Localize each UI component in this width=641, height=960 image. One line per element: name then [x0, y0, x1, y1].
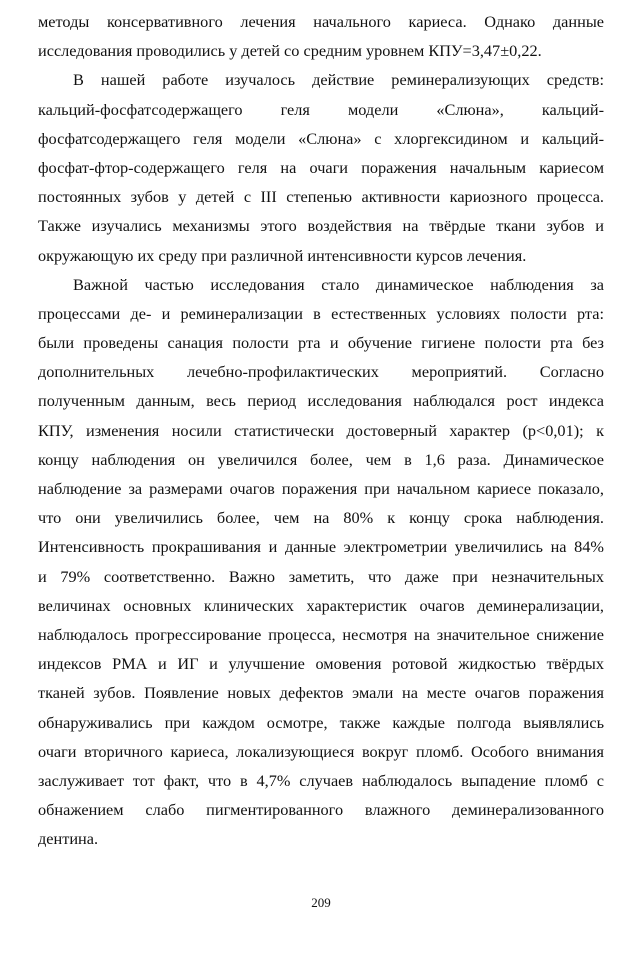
text-line: индексов РМА и ИГ и улучшение омовения ротовой жидкостью твёрдых — [38, 654, 604, 674]
text-line: фосфат-фтор-содержащего геля на очаги поражения начальным кариесом — [38, 157, 604, 177]
text-line: очаги вторичного кариеса, локализующиеся вокруг пломб. Особого внимания — [38, 741, 604, 761]
text-line: наблюдение за размерами очагов поражения при начальном кариесе показало, — [38, 479, 604, 498]
paragraph-2 — [38, 65, 604, 269]
text-line: Интенсивность прокрашивания и данные электрометрии увеличились на 84% — [38, 537, 604, 557]
page-number: 209 — [311, 895, 331, 910]
text-line: полученным данным, весь период исследования наблюдался рост индекса — [38, 391, 604, 411]
text-line: В нашей работе изучалось действие реминерализующих средств: — [73, 70, 604, 90]
text-line: и 79% соответственно. Важно заметить, что даже при незначительных — [38, 566, 604, 586]
text-line: методы консервативного лечения начального кариеса. Однако данные — [38, 12, 604, 31]
text-line: постоянных зубов у детей с III степенью активности кариозного процесса. — [38, 187, 604, 207]
text-line: кальций-фосфатсодержащего геля модели «Слюна», кальций- — [38, 99, 604, 119]
text-line: концу наблюдения он увеличился более, чем в 1,6 раза. Динамическое — [38, 449, 604, 469]
paragraph-1 — [38, 7, 604, 65]
text-line: дентина. — [38, 829, 99, 849]
text-line: Также изучались механизмы этого воздействия на твёрдые ткани зубов и — [38, 216, 604, 236]
text-line: что они увеличились более, чем на 80% к концу срока наблюдения. — [38, 508, 604, 528]
text-line: процессами де- и реминерализации в естественных условиях полости рта: — [38, 303, 604, 323]
text-line: исследования проводились у детей со средним уровнем КПУ=3,47±0,22. — [38, 41, 542, 61]
paragraph-3 — [38, 270, 604, 854]
text-line: обнаруживались при каждом осмотре, также каждые полгода выявлялись — [38, 712, 604, 732]
text-line: тканей зубов. Появление новых дефектов эмали на месте очагов поражения — [38, 683, 604, 703]
text-line: окружающую их среду при различной интенсивности курсов лечения. — [38, 245, 527, 265]
text-line: Важной частью исследования стало динамическое наблюдения за — [73, 274, 604, 294]
text-line: обнажением слабо пигментированного влажного деминерализованного — [38, 800, 604, 820]
text-line: фосфатсодержащего геля модели «Слюна» с хлоргексидином и кальций- — [38, 128, 604, 148]
text-line: дополнительных лечебно-профилактических мероприятий. Согласно — [38, 362, 604, 382]
text-line: КПУ, изменения носили статистически достоверный характер (p<0,01); к — [38, 420, 604, 440]
text-line: наблюдалось прогрессирование процесса, несмотря на значительное снижение — [38, 624, 604, 644]
text-line: заслуживает тот факт, что в 4,7% случаев наблюдалось выпадение пломб с — [38, 770, 604, 790]
body-text — [38, 7, 604, 853]
text-line: величинах основных клинических характеристик очагов деминерализации, — [38, 595, 604, 615]
text-line: были проведены санация полости рта и обучение гигиене полости рта без — [38, 333, 604, 353]
document-page — [38, 0, 604, 960]
